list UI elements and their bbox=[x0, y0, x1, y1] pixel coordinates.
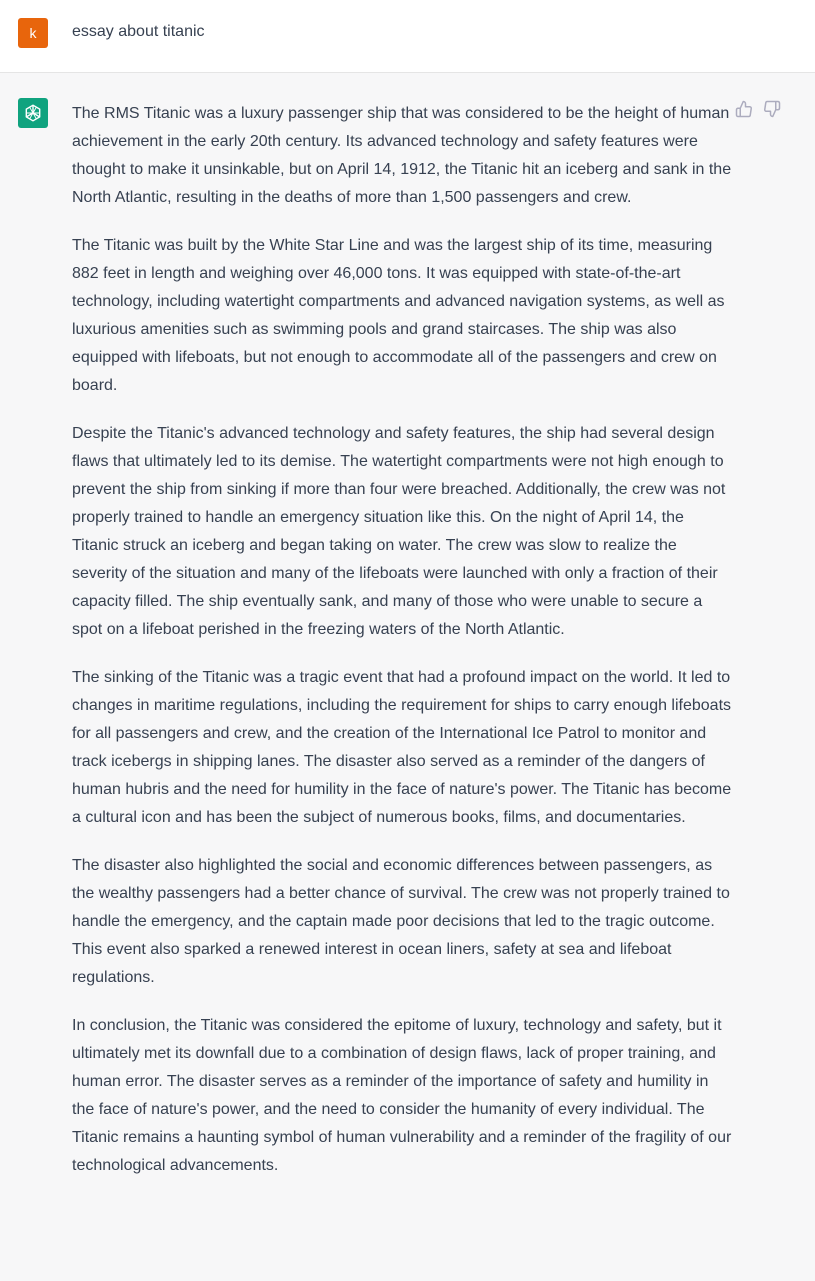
thumbs-up-button[interactable] bbox=[735, 100, 755, 120]
thumbs-down-button[interactable] bbox=[763, 100, 783, 120]
user-avatar: k bbox=[18, 18, 48, 48]
thumbs-up-icon bbox=[735, 100, 753, 118]
response-paragraph: The disaster also highlighted the social and economic differences between passengers, as the wealthy passengers had a better chance of survival. The crew was not properly trained to handle the emergency, and the captain made poor decisions that led to the tragic outcome. This event also sparked a renewed interest in ocean liners, safety at sea and lifeboat regulations. bbox=[72, 857, 730, 986]
response-paragraph: The Titanic was built by the White Star Line and was the largest ship of its time, measuring 882 feet in length and weighing over 46,000 tons. It was equipped with state-of-the-art technology, including watertight compartments and advanced navigation systems, as well as luxurious amenities such as swimming pools and grand staircases. The ship was also equipped with lifeboats, but not enough to accommodate all of the passengers and crew on board. bbox=[72, 237, 725, 394]
assistant-avatar bbox=[18, 98, 48, 128]
assistant-message-row bbox=[0, 73, 815, 1281]
feedback-buttons bbox=[735, 100, 783, 120]
response-paragraph: Despite the Titanic's advanced technology and safety features, the ship had several design flaws that ultimately led to its demise. The watertight compartments were not high enough to prevent the ship from sinking if more than four were breached. Additionally, the crew was not properly trained to handle an emergency situation like this. On the night of April 14, the Titanic struck an iceberg and began taking on water. The crew was slow to realize the severity of the situation and many of the lifeboats were launched with only a fraction of their capacity filled. The ship eventually sank, and many of those who were unable to secure a spot on a lifeboat perished in the freezing waters of the North Atlantic. bbox=[72, 425, 726, 638]
response-paragraph: In conclusion, the Titanic was considered the epitome of luxury, technology and safety, but it ultimately met its downfall due to a combination of design flaws, lack of proper training, and human error. The disaster serves as a reminder of the importance of safety and humility in the face of nature's power, and the need to consider the humanity of every individual. The Titanic remains a haunting symbol of human vulnerability and a reminder of the fragility of our technological advancements. bbox=[72, 1017, 732, 1174]
response-paragraph: The sinking of the Titanic was a tragic event that had a profound impact on the world. It led to changes in maritime regulations, including the requirement for ships to carry enough lifeboats for all passengers and crew, and the creation of the International Ice Patrol to monitor and track icebergs in shipping lanes. The disaster also served as a reminder of the dangers of human hubris and the need for humility in the face of nature's power. The Titanic has become a cultural icon and has been the subject of numerous books, films, and documentaries. bbox=[72, 669, 732, 826]
response-paragraph: The RMS Titanic was a luxury passenger ship that was considered to be the height of human achievement in the early 20th century. Its advanced technology and safety features were thought to make it unsinkable, but on April 14, 1912, the Titanic hit an iceberg and sank in the North Atlantic, resulting in the deaths of more than 1,500 passengers and crew. bbox=[72, 105, 732, 206]
user-message-row bbox=[0, 0, 815, 73]
openai-logo-icon bbox=[23, 103, 43, 123]
assistant-response bbox=[72, 100, 732, 1200]
thumbs-down-icon bbox=[763, 100, 781, 118]
user-message-text: essay about titanic bbox=[72, 23, 205, 40]
